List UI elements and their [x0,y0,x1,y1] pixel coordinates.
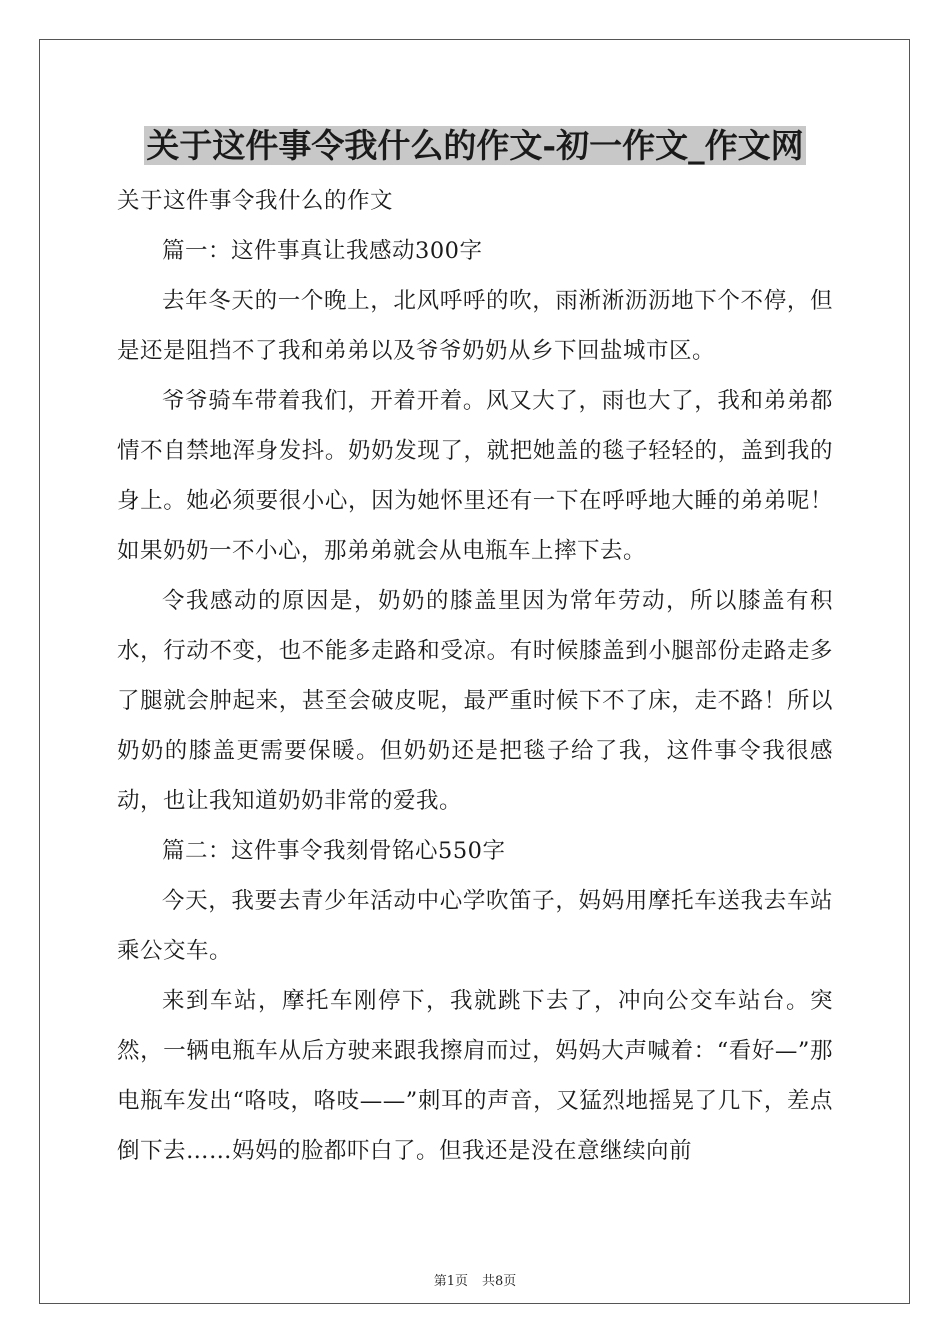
paragraph: 来到车站，摩托车刚停下，我就跳下去了，冲向公交车站台。突然，一辆电瓶车从后方驶来跟我擦肩而过，妈妈大声喊着：“看好—”那电瓶车发出“咯吱，咯吱——”刺耳的声音，又猛烈地摇晃了几下，差点倒下去……妈妈的脸都吓白了。但我还是没在意继续向前 [117,988,833,1164]
page-footer [0,1274,950,1290]
document-subtitle: 关于这件事令我什么的作文 [117,188,394,214]
document-body [117,176,833,1176]
page-number: 第1页 [433,1274,468,1289]
paragraph: 去年冬天的一个晚上，北风呼呼的吹，雨淅淅沥沥地下个不停，但是还是阻挡不了我和弟弟以及爷爷奶奶从乡下回盐城市区。 [117,288,833,364]
paragraph: 爷爷骑车带着我们，开着开着。风又大了，雨也大了，我和弟弟都情不自禁地浑身发抖。奶奶发现了，就把她盖的毯子轻轻的，盖到我的身上。她必须要很小心，因为她怀里还有一下在呼呼地大睡的弟弟呢！如果奶奶一不小心，那弟弟就会从电瓶车上摔下去。 [117,388,833,564]
document-title [0,124,950,168]
paragraph: 今天，我要去青少年活动中心学吹笛子，妈妈用摩托车送我去车站乘公交车。 [117,888,833,964]
page-total: 共8页 [482,1274,517,1289]
paragraph: 令我感动的原因是，奶奶的膝盖里因为常年劳动，所以膝盖有积水，行动不变，也不能多走路和受凉。有时候膝盖到小腿部份走路走多了腿就会肿起来，甚至会破皮呢，最严重时候下不了床，走不路！所以奶奶的膝盖更需要保暖。但奶奶还是把毯子给了我，这件事令我很感动，也让我知道奶奶非常的爱我。 [117,588,833,814]
section-heading-2: 篇二：这件事令我刻骨铭心550字 [162,838,506,864]
section-heading-1: 篇一：这件事真让我感动300字 [162,238,483,264]
document-title-text: 关于这件事令我什么的作文-初一作文_作文网 [146,126,804,165]
